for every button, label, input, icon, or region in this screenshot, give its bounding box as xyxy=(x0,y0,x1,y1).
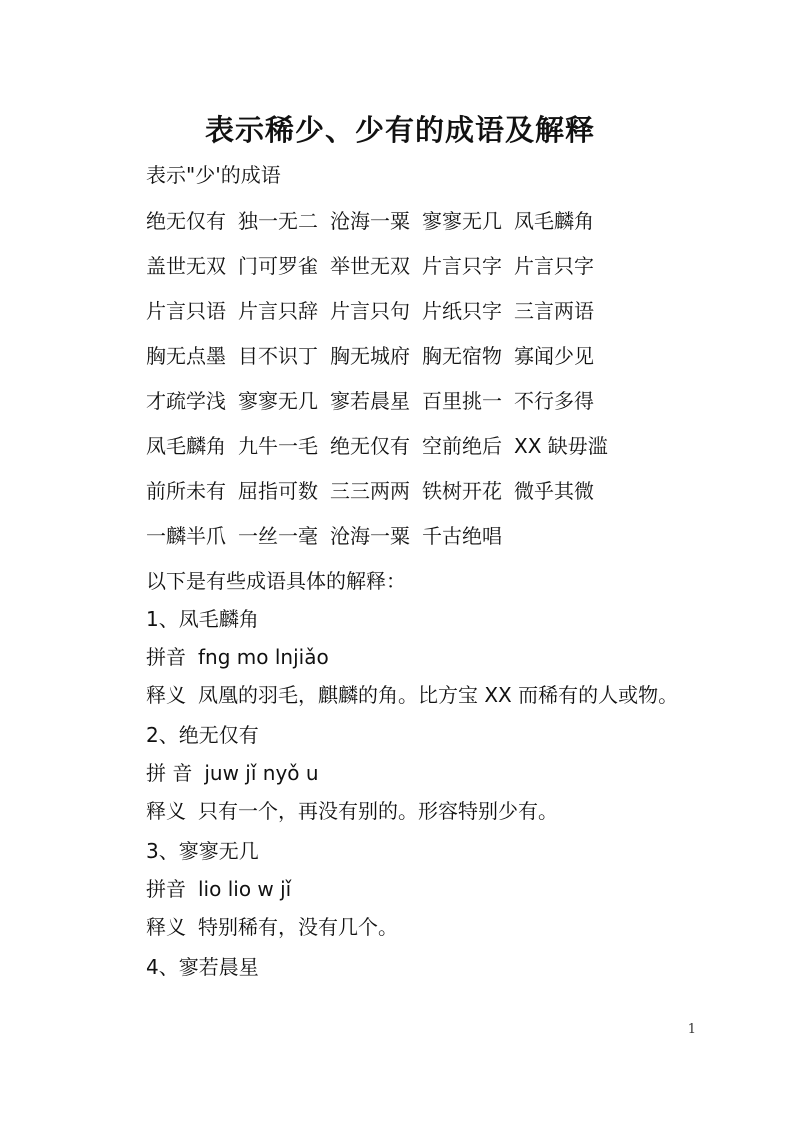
idiom: 一丝一毫 xyxy=(238,524,318,548)
idiom-row xyxy=(146,251,766,281)
idiom: 微乎其微 xyxy=(514,479,594,503)
idiom: 片言只字 xyxy=(514,254,594,278)
meaning-text: 凤凰的羽毛，麒麟的角。比方宝 XX 而稀有的人或物。 xyxy=(198,683,679,707)
idiom: 一麟半爪 xyxy=(146,524,226,548)
entry-pinyin xyxy=(146,642,766,672)
idiom-row xyxy=(146,476,766,506)
idiom: 片言只字 xyxy=(422,254,502,278)
idiom: 绝无仅有 xyxy=(330,434,410,458)
idiom: 举世无双 xyxy=(330,254,410,278)
meaning-text: 特别稀有，没有几个。 xyxy=(198,915,398,939)
entry-meaning xyxy=(146,796,766,826)
idiom: 片纸只字 xyxy=(422,299,502,323)
idiom: 前所未有 xyxy=(146,479,226,503)
idiom: 独一无二 xyxy=(238,209,318,233)
idiom: 沧海一粟 xyxy=(330,524,410,548)
idiom: 九牛一毛 xyxy=(238,434,318,458)
explanation-intro: 以下是有些成语具体的解释： xyxy=(146,569,406,593)
entry-heading: 4、寥若晨星 xyxy=(146,955,259,979)
page-title: 表示稀少、少有的成语及解释 xyxy=(204,113,595,147)
pinyin-text: lio lio w jǐ xyxy=(198,877,292,901)
meaning-label: 释义 xyxy=(146,915,186,939)
idiom-row xyxy=(146,341,766,371)
idiom: 胸无城府 xyxy=(330,344,410,368)
idiom-entry xyxy=(146,720,766,826)
meaning-label: 释义 xyxy=(146,683,186,707)
idiom: 片言只辞 xyxy=(238,299,318,323)
idiom: 凤毛麟角 xyxy=(146,434,226,458)
pinyin-text: fng mo lnjiǎo xyxy=(198,645,329,669)
meaning-label: 释义 xyxy=(146,799,186,823)
idiom-row xyxy=(146,521,766,551)
idiom: 铁树开花 xyxy=(422,479,502,503)
meaning-text: 只有一个，再没有别的。形容特别少有。 xyxy=(198,799,558,823)
idiom: 凤毛麟角 xyxy=(514,209,594,233)
idiom: 屈指可数 xyxy=(238,479,318,503)
entry-meaning xyxy=(146,912,766,942)
entry-meaning xyxy=(146,680,766,710)
page-number: 1 xyxy=(687,1022,696,1037)
pinyin-label: 拼 音 xyxy=(146,761,193,785)
entry-pinyin xyxy=(146,758,766,788)
idiom: 胸无点墨 xyxy=(146,344,226,368)
idiom: 寥寥无几 xyxy=(422,209,502,233)
idiom: 盖世无双 xyxy=(146,254,226,278)
idiom: 百里挑一 xyxy=(422,389,502,413)
idiom: 沧海一粟 xyxy=(330,209,410,233)
idiom: 千古绝唱 xyxy=(422,524,502,548)
entry-heading: 2、绝无仅有 xyxy=(146,723,259,747)
pinyin-label: 拼音 xyxy=(146,645,186,669)
idiom-entry xyxy=(146,952,766,982)
document-body xyxy=(146,160,766,992)
pinyin-text: juw jǐ nyǒ u xyxy=(204,761,319,785)
idiom: 绝无仅有 xyxy=(146,209,226,233)
idiom: 三言两语 xyxy=(514,299,594,323)
entry-heading: 3、寥寥无几 xyxy=(146,839,259,863)
idiom-row xyxy=(146,386,766,416)
pinyin-label: 拼音 xyxy=(146,877,186,901)
idiom: 门可罗雀 xyxy=(238,254,318,278)
idiom: 才疏学浅 xyxy=(146,389,226,413)
idiom: 片言只句 xyxy=(330,299,410,323)
idiom: 胸无宿物 xyxy=(422,344,502,368)
idiom: 寥若晨星 xyxy=(330,389,410,413)
entry-pinyin xyxy=(146,874,766,904)
idiom-row xyxy=(146,431,766,461)
idiom: 不行多得 xyxy=(514,389,594,413)
idiom-entry xyxy=(146,836,766,942)
idiom: 片言只语 xyxy=(146,299,226,323)
idiom: XX 缺毋滥 xyxy=(514,434,608,458)
idiom: 寡闻少见 xyxy=(514,344,594,368)
idiom: 目不识丁 xyxy=(238,344,318,368)
entry-heading: 1、凤毛麟角 xyxy=(146,607,259,631)
idiom-list xyxy=(146,206,766,551)
idiom: 空前绝后 xyxy=(422,434,502,458)
idiom: 寥寥无几 xyxy=(238,389,318,413)
idiom-row xyxy=(146,296,766,326)
section-subtitle: 表示"少'的成语 xyxy=(146,163,281,187)
idiom-row xyxy=(146,206,766,236)
idiom: 三三两两 xyxy=(330,479,410,503)
idiom-entry xyxy=(146,604,766,710)
